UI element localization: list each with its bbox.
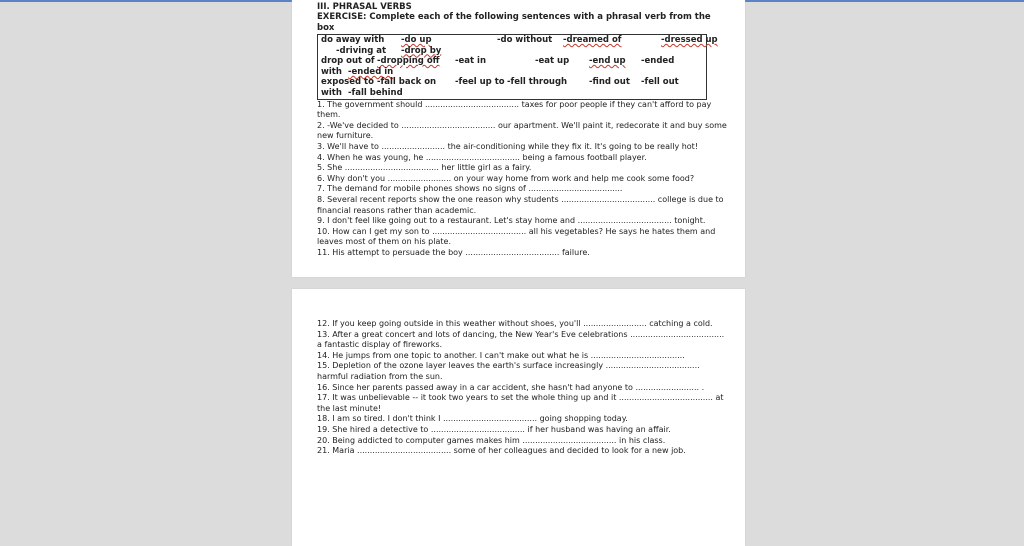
box-word: -find out [589,77,630,88]
sentence-7: 7. The demand for mobile phones shows no signs of ..................................... [317,184,623,194]
box-word: -eat in [455,56,487,67]
box-word: -dropping off [377,56,440,67]
box-word: -fell through [507,77,568,88]
box-row-2 [321,46,703,57]
sentence-17: 17. It was unbelievable -- it took two years to set the whole thing up and it ..................................... at the last minute! [317,393,724,413]
box-word: -ended in [348,66,394,77]
box-word: -eat up [535,56,570,67]
box-row-1 [321,35,718,46]
sentence-8: 8. Several recent reports show the one reason why students ..................................... college is due to financial reasons rather than academic. [317,194,724,215]
document-page-2 [292,289,745,546]
sentence-16: 16. Since her parents passed away in a car accident, she hasn't had anyone to ......................... . [317,382,705,392]
box-word: do away with [321,35,385,45]
box-word: -dreamed of [563,35,622,45]
box-word: -do without [497,35,553,45]
sentence-21: 21. Maria ..................................... some of her colleagues and decided to look for a new job. [317,446,686,456]
box-word: drop out of [321,56,375,67]
section-title: III. PHRASAL VERBS [317,2,412,12]
box-word: -fall behind [348,87,403,98]
box-row-5 [321,77,703,88]
sentence-18: 18. I am so tired. I don't think I ..................................... going shopping today. [317,414,628,424]
box-word: with [321,87,342,98]
box-word: with [321,66,342,77]
box-word: -dressed up [661,35,718,45]
sentence-13: 13. After a great concert and lots of dancing, the New Year's Eve celebrations ..................................... a fantastic display of fireworks. [317,329,725,350]
sentence-10: 10. How can I get my son to ..................................... all his vegetables? He says he hates them and leaves most of them on his plate. [317,226,716,247]
sentence-14: 14. He jumps from one topic to another. I can't make out what he is ..................................... [317,350,685,360]
phrasal-verb-box [317,34,718,100]
sentence-20: 20. Being addicted to computer games makes him ..................................... in his class. [317,435,666,445]
page-1-content [317,2,727,258]
box-word: -feel up to [455,77,505,88]
box-row-4 [321,67,703,78]
box-word: -ended [641,56,675,67]
box-word: -driving at [336,45,387,56]
box-row-3 [321,56,703,67]
sentence-19: 19. She hired a detective to ..................................... if her husband was having an affair. [317,424,671,434]
box-row-6 [321,88,703,99]
sentence-12: 12. If you keep going outside in this weather without shoes, you'll ......................... catching a cold. [317,319,713,328]
sentence-1: 1. The government should ..................................... taxes for poor people if they can't afford to pay them. [317,99,712,120]
sentence-4: 4. When he was young, he ..................................... being a famous football player. [317,152,647,162]
sentence-3: 3. We'll have to ......................... the air-conditioning while they fix it. It's going to be really hot! [317,141,699,151]
sentence-2: 2. -We've decided to ..................................... our apartment. We'll paint it, redecorate it and buy some new furniture. [317,120,727,141]
box-word: -fall back on [377,77,437,88]
box-word: -fell out [641,77,679,88]
box-word: -end up [589,56,626,67]
box-word: exposed to [321,77,374,88]
document-page-1 [292,0,745,277]
sentence-11: 11. His attempt to persuade the boy ..................................... failure. [317,247,590,257]
sentence-9: 9. I don't feel like going out to a restaurant. Let's stay home and ..................................... tonight. [317,216,706,226]
box-word: -do up [401,35,432,45]
sentence-15: 15. Depletion of the ozone layer leaves the earth's surface increasingly ..................................... harmful radiation from the sun. [317,361,700,381]
box-word: -drop by [401,45,442,56]
exercise-title: EXERCISE: Complete each of the following sentences with a phrasal verb from the box [317,12,711,33]
sentence-6: 6. Why don't you ......................... on your way home from work and help me cook some food? [317,173,695,183]
page-2-content [317,319,727,457]
sentence-5: 5. She ..................................... her little girl as a fairy. [317,163,532,173]
